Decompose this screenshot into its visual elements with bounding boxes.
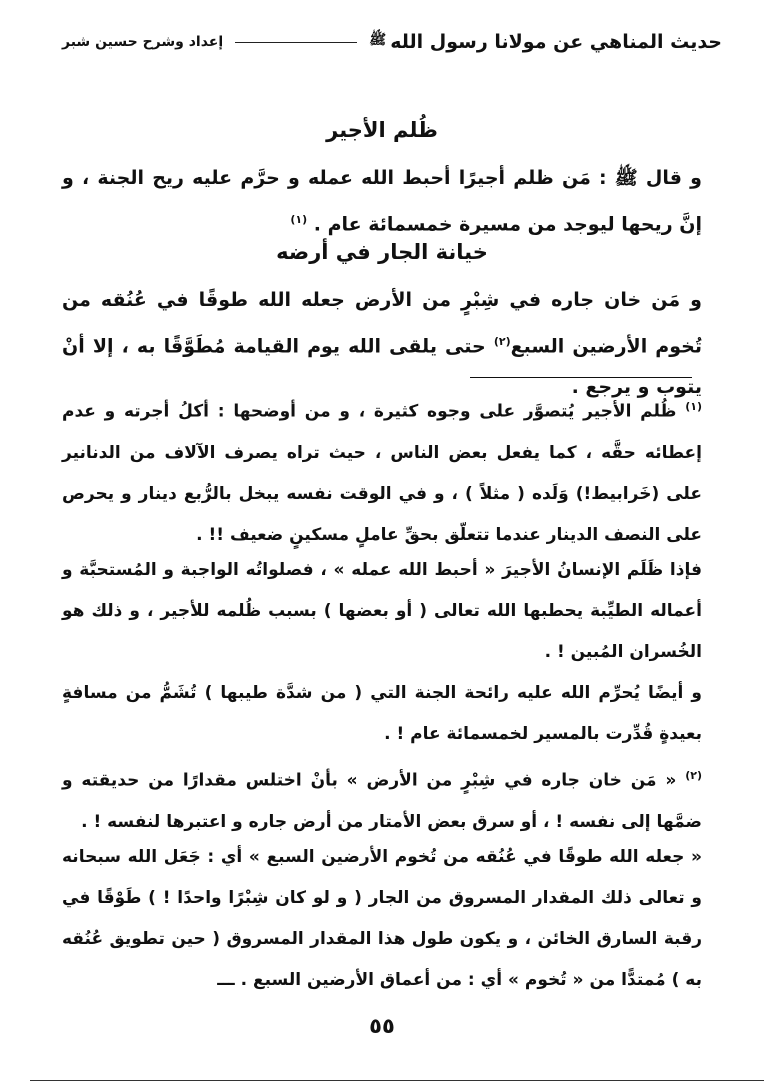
section-heading-2: خيانة الجار في أرضه [276, 240, 488, 264]
footnote-2-para-2: « جعله الله طوقًا في عُنُقه من تُخوم الأرضين السبع » أي : جَعَل الله سبحانه و تعالى ذلك المقدار المسروق من الجار ( و لو كان شِبْرًا واحدًا ! ) طَوْقًا في رقبة السارق الخائن ، و يكون طول هذا المقدار المسروق ( حين تطويق عُنُقه به ) مُمتدًّا من « تُخوم » أي : من أعماق الأرضين السبع . ـــ [62, 847, 702, 990]
page-number: ٥٥ [369, 1014, 395, 1038]
section-heading-1: ظُلم الأجير [326, 118, 438, 142]
running-header [62, 28, 722, 56]
footnote-1-para-2: فإذا ظَلَم الإنسانُ الأجيرَ « أحبط الله عمله » ، فصلواتُه الواجبة و المُستحبَّة و أعماله الطيِّبة يحطبها الله تعالى ( أو بعضها ) بسبب ظُلمه للأجير ، و ذلك هو الخُسران المُبين ! . [62, 560, 702, 662]
section-text-1: و قال ﷺ : مَن ظلم أجيرًا أحبط الله عمله و حرَّم عليه ريح الجنة ، و إنَّ ريحها ليوجد من مسيرة خمسمائة عام . $^{(١)}$ [62, 167, 702, 236]
footnote-1-para-1: $^{(١)}$ ظُلم الأجير يُتصوَّر على وجوه كثيرة ، و من أوضحها : أكلُ أجرته و عدم إعطائه حقَّه ، كما يفعل بعض الناس ، حيث تراه يصرف الآلاف من الدنانير على (خَرابيط!) وَلَده ( مثلاً ) ، و في الوقت نفسه يبخل بالرُّبع دينار و يحرص على النصف الدينار عندما تتعلّق بحقِّ عاملٍ مسكينٍ ضعيف !! . [62, 400, 703, 545]
footnote-ref-1: (١) [290, 213, 308, 226]
footnote-1-mark: (١) [685, 400, 703, 413]
footnote-2-para-1: $^{(٢)}$ « مَن خان جاره في شِبْرٍ من الأرض » بأنْ اختلس مقدارًا من حديقته و ضمَّها إلى نفسه ! ، أو سرق بعض الأمتار من أرض جاره و اعتبرها لنفسه ! . [62, 769, 702, 832]
footnote-ref-2: (٢) [493, 335, 511, 348]
section-text-2: و مَن خان جاره في شِبْرٍ من الأرض جعله الله طوقًا في عُنُقه من تُخوم الأرضين السبع$^{(٢)}$ حتى يلقى الله يوم القيامة مُطَوَّقًا به ، إلا أنْ يتوب و يرجع . [62, 289, 702, 399]
bottom-rule [30, 1080, 764, 1081]
footnote-separator [470, 377, 692, 378]
footnote-1-para-3: و أيضًا يُحرِّم الله عليه رائحة الجنة التي ( من شدَّة طيبها ) تُشَمُّ من مسافةٍ بعيدةٍ قُدِّرت بالمسير لخمسمائة عام ! . [62, 683, 702, 744]
honorific-glyph: ﷺ [369, 32, 387, 48]
header-rule [235, 42, 357, 43]
running-header-title: حديث المناهي عن مولانا رسول الله$^ﷺ$ [369, 31, 722, 53]
footnote-2-mark: (٢) [685, 769, 702, 782]
running-header-author: إعداد وشرح حسين شبر [62, 34, 224, 50]
